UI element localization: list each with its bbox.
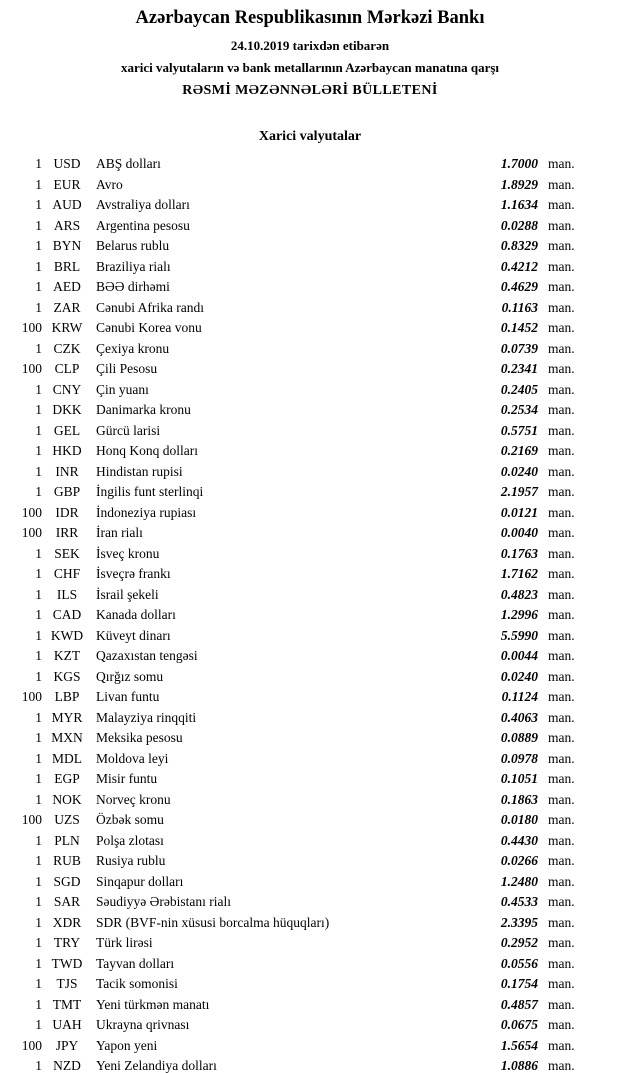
row-rate-value: 0.1452 — [500, 320, 538, 335]
row-currency-code: SEK — [54, 545, 80, 561]
table-row — [0, 236, 620, 257]
row-currency-name: Meksika pesosu — [96, 730, 183, 745]
effective-date: 24.10.2019 tarixdən etibarən — [230, 38, 390, 53]
row-quantity: 1 — [35, 750, 42, 766]
table-row — [0, 913, 620, 934]
table-row — [0, 257, 620, 278]
row-unit-label: man. — [548, 176, 575, 192]
row-quantity: 100 — [21, 689, 42, 704]
row-unit-label: man. — [548, 361, 575, 376]
row-unit-label: man. — [548, 668, 575, 684]
row-currency-name: İngilis funt sterlinqi — [96, 484, 204, 499]
row-unit-label: man. — [548, 340, 575, 356]
row-currency-code: NZD — [53, 1058, 81, 1073]
row-quantity: 1 — [35, 668, 42, 684]
subtitle: xarici valyutaların və bank metallarının Azərbaycan manatına qarşı — [120, 60, 500, 75]
row-currency-code: KZT — [53, 648, 81, 663]
row-rate-value: 0.0978 — [500, 750, 538, 766]
row-unit-label: man. — [548, 381, 575, 397]
row-quantity: 1 — [35, 156, 42, 171]
row-unit-label: man. — [548, 935, 575, 950]
row-unit-label: man. — [548, 791, 575, 807]
row-currency-code: CAD — [52, 607, 82, 622]
row-currency-name: Sinqapur dolları — [96, 873, 184, 889]
row-rate-value: 0.1754 — [500, 976, 538, 991]
row-currency-code: RUB — [53, 853, 81, 868]
row-rate-value: 0.4857 — [500, 996, 538, 1012]
row-currency-code: ILS — [56, 586, 78, 602]
row-rate-value: 0.4212 — [500, 258, 538, 274]
row-rate-value: 0.1163 — [501, 299, 538, 315]
row-currency-name: Cənubi Afrika randı — [96, 299, 204, 315]
row-rate-value: 0.0556 — [500, 955, 538, 971]
table-row — [0, 851, 620, 872]
row-currency-name: Yeni Zelandiya dolları — [96, 1058, 217, 1073]
row-unit-label: man. — [548, 689, 575, 704]
row-rate-value: 2.3395 — [500, 914, 538, 930]
row-currency-name: Qırğız somu — [96, 668, 164, 684]
row-rate-value: 0.1124 — [501, 689, 538, 704]
row-quantity: 1 — [35, 299, 42, 315]
table-row — [0, 933, 620, 954]
row-unit-label: man. — [548, 1037, 575, 1053]
section-title-foreign-currencies: Xarici valyutalar — [258, 129, 362, 144]
row-rate-value: 2.1957 — [500, 484, 538, 499]
row-currency-code: LBP — [54, 689, 80, 704]
row-currency-name: Kanada dolları — [96, 607, 176, 622]
row-rate-value: 0.2534 — [500, 402, 538, 417]
row-unit-label: man. — [548, 320, 575, 335]
table-row — [0, 359, 620, 380]
row-currency-name: BƏƏ dirhəmi — [96, 279, 170, 294]
row-currency-code: BRL — [53, 258, 81, 274]
row-rate-value: 0.0040 — [500, 525, 538, 540]
row-rate-value: 0.1763 — [500, 545, 538, 561]
table-row — [0, 523, 620, 544]
row-currency-code: CLP — [54, 361, 80, 376]
row-unit-label: man. — [548, 545, 575, 561]
row-unit-label: man. — [548, 853, 575, 868]
table-row — [0, 318, 620, 339]
table-row — [0, 790, 620, 811]
row-unit-label: man. — [548, 873, 575, 889]
row-quantity: 1 — [35, 1058, 42, 1073]
row-quantity: 1 — [35, 607, 42, 622]
row-rate-value: 0.1863 — [500, 791, 538, 807]
row-rate-value: 0.2952 — [500, 935, 538, 950]
row-unit-label: man. — [548, 955, 575, 971]
row-quantity: 1 — [35, 443, 42, 458]
row-quantity: 1 — [35, 894, 42, 909]
table-row — [0, 195, 620, 216]
table-row — [0, 585, 620, 606]
row-currency-name: Livan funtu — [96, 689, 160, 704]
table-row — [0, 954, 620, 975]
row-unit-label: man. — [548, 607, 575, 622]
row-currency-name: Səudiyyə Ərəbistanı rialı — [96, 894, 231, 909]
row-rate-value: 0.8329 — [500, 238, 538, 253]
row-quantity: 1 — [35, 976, 42, 991]
row-unit-label: man. — [548, 279, 575, 294]
row-quantity: 1 — [35, 340, 42, 356]
row-unit-label: man. — [548, 914, 575, 930]
row-rate-value: 0.0675 — [500, 1017, 538, 1032]
row-unit-label: man. — [548, 566, 575, 581]
row-unit-label: man. — [548, 832, 575, 848]
row-currency-code: TMT — [52, 996, 82, 1012]
row-quantity: 1 — [35, 566, 42, 581]
row-rate-value: 0.0121 — [500, 504, 538, 520]
row-currency-code: EUR — [53, 176, 81, 192]
row-currency-name: İsveç kronu — [96, 545, 160, 561]
row-quantity: 1 — [35, 996, 42, 1012]
row-currency-name: Honq Konq dolları — [96, 443, 198, 458]
row-currency-code: BYN — [52, 238, 82, 253]
row-quantity: 1 — [35, 771, 42, 786]
row-currency-code: NOK — [52, 791, 82, 807]
row-quantity: 1 — [35, 545, 42, 561]
row-quantity: 1 — [35, 484, 42, 499]
table-row — [0, 564, 620, 585]
table-row — [0, 400, 620, 421]
row-rate-value: 0.1051 — [500, 771, 538, 786]
table-row — [0, 482, 620, 503]
table-row — [0, 892, 620, 913]
row-unit-label: man. — [548, 484, 575, 499]
row-quantity: 1 — [35, 709, 42, 725]
row-currency-name: SDR (BVF-nin xüsusi borcalma hüquqları) — [96, 914, 330, 930]
row-currency-name: Yapon yeni — [96, 1037, 158, 1053]
row-currency-name: Avro — [96, 176, 123, 192]
row-currency-name: Qazaxıstan tengəsi — [96, 648, 198, 663]
row-quantity: 1 — [35, 730, 42, 745]
table-row — [0, 769, 620, 790]
row-currency-name: İran rialı — [96, 525, 143, 540]
table-row — [0, 728, 620, 749]
table-row — [0, 667, 620, 688]
table-row — [0, 1056, 620, 1073]
row-quantity: 100 — [21, 812, 42, 827]
row-currency-name: Çili Pesosu — [96, 361, 158, 376]
row-quantity: 1 — [35, 586, 42, 602]
page-title: Azərbaycan Respublikasının Mərkəzi Bankı — [135, 8, 485, 28]
row-rate-value: 0.4430 — [500, 832, 538, 848]
row-rate-value: 0.0044 — [500, 648, 538, 663]
row-currency-code: TRY — [53, 935, 81, 950]
row-unit-label: man. — [548, 1058, 575, 1073]
row-rate-value: 0.0266 — [500, 853, 538, 868]
rates-table — [0, 154, 620, 1073]
row-rate-value: 0.4063 — [500, 709, 538, 725]
row-currency-code: MDL — [52, 750, 82, 766]
table-row — [0, 1036, 620, 1057]
row-rate-value: 0.0180 — [500, 812, 538, 827]
row-rate-value: 0.2405 — [500, 381, 538, 397]
row-currency-name: Moldova leyi — [96, 750, 169, 766]
row-quantity: 100 — [21, 320, 42, 335]
row-unit-label: man. — [548, 750, 575, 766]
table-row — [0, 995, 620, 1016]
row-currency-code: GBP — [53, 484, 81, 499]
table-row — [0, 216, 620, 237]
row-quantity: 1 — [35, 463, 42, 479]
row-rate-value: 0.0739 — [500, 340, 538, 356]
table-row — [0, 872, 620, 893]
row-rate-value: 0.0240 — [500, 463, 538, 479]
row-currency-code: MXN — [51, 730, 83, 745]
row-quantity: 1 — [35, 955, 42, 971]
row-currency-code: AUD — [52, 197, 82, 212]
table-row — [0, 298, 620, 319]
row-unit-label: man. — [548, 648, 575, 663]
row-quantity: 1 — [35, 935, 42, 950]
row-currency-code: CHF — [53, 566, 81, 581]
row-currency-code: GEL — [53, 422, 81, 438]
table-row — [0, 441, 620, 462]
row-currency-name: Çexiya kronu — [96, 340, 170, 356]
row-currency-code: KWD — [50, 627, 84, 643]
row-rate-value: 1.8929 — [500, 176, 538, 192]
row-unit-label: man. — [548, 976, 575, 991]
row-unit-label: man. — [548, 812, 575, 827]
table-row — [0, 544, 620, 565]
row-unit-label: man. — [548, 771, 575, 786]
row-currency-name: İndoneziya rupiası — [96, 504, 197, 520]
table-row — [0, 687, 620, 708]
row-unit-label: man. — [548, 238, 575, 253]
row-unit-label: man. — [548, 422, 575, 438]
row-currency-name: Gürcü larisi — [96, 422, 161, 438]
table-row — [0, 462, 620, 483]
row-rate-value: 0.4823 — [500, 586, 538, 602]
table-row — [0, 974, 620, 995]
table-row — [0, 831, 620, 852]
row-currency-name: Çin yuanı — [96, 381, 149, 397]
row-currency-code: USD — [53, 156, 81, 171]
row-quantity: 1 — [35, 217, 42, 233]
row-currency-code: IRR — [55, 525, 79, 540]
row-currency-code: INR — [55, 463, 79, 479]
row-rate-value: 1.2480 — [500, 873, 538, 889]
row-currency-name: Hindistan rupisi — [96, 463, 183, 479]
row-quantity: 1 — [35, 422, 42, 438]
row-quantity: 1 — [35, 402, 42, 417]
row-rate-value: 1.7162 — [500, 566, 538, 581]
row-currency-code: UZS — [54, 812, 80, 827]
row-quantity: 1 — [35, 914, 42, 930]
row-currency-code: JPY — [55, 1037, 79, 1053]
row-currency-name: ABŞ dolları — [96, 156, 161, 171]
row-unit-label: man. — [548, 504, 575, 520]
row-currency-name: Misir funtu — [96, 771, 158, 786]
row-rate-value: 1.2996 — [500, 607, 538, 622]
row-quantity: 1 — [35, 648, 42, 663]
row-rate-value: 0.2169 — [500, 443, 538, 458]
row-currency-code: KRW — [51, 320, 83, 335]
row-unit-label: man. — [548, 709, 575, 725]
row-currency-code: MYR — [51, 709, 83, 725]
row-quantity: 100 — [21, 504, 42, 520]
row-currency-code: SAR — [53, 894, 81, 909]
row-currency-name: Ukrayna qrivnası — [96, 1017, 190, 1032]
row-currency-name: Polşa zlotası — [96, 832, 164, 848]
row-unit-label: man. — [548, 156, 575, 171]
row-currency-code: HKD — [52, 443, 82, 458]
row-currency-code: DKK — [52, 402, 82, 417]
row-quantity: 1 — [35, 1017, 42, 1032]
row-rate-value: 0.0288 — [500, 217, 538, 233]
table-row — [0, 605, 620, 626]
row-currency-code: CZK — [53, 340, 81, 356]
row-unit-label: man. — [548, 1017, 575, 1032]
row-rate-value: 0.0889 — [500, 730, 538, 745]
row-currency-name: Braziliya rialı — [96, 258, 171, 274]
table-row — [0, 154, 620, 175]
row-unit-label: man. — [548, 258, 575, 274]
row-rate-value: 1.1634 — [500, 197, 538, 212]
row-currency-name: İsveçrə frankı — [96, 566, 171, 581]
row-currency-name: Avstraliya dolları — [96, 197, 190, 212]
row-unit-label: man. — [548, 402, 575, 417]
row-quantity: 100 — [21, 1037, 42, 1053]
row-unit-label: man. — [548, 627, 575, 643]
row-currency-name: Tacik somonisi — [96, 976, 178, 991]
row-currency-code: SGD — [53, 873, 81, 889]
table-row — [0, 626, 620, 647]
row-currency-name: Yeni türkmən manatı — [96, 996, 210, 1012]
row-currency-code: IDR — [55, 504, 79, 520]
row-currency-name: Türk lirəsi — [96, 935, 153, 950]
table-row — [0, 708, 620, 729]
table-row — [0, 749, 620, 770]
row-currency-code: ARS — [53, 217, 81, 233]
row-unit-label: man. — [548, 443, 575, 458]
row-currency-code: TJS — [56, 976, 78, 991]
row-rate-value: 1.7000 — [500, 156, 538, 171]
row-quantity: 1 — [35, 853, 42, 868]
row-unit-label: man. — [548, 197, 575, 212]
row-currency-name: Norveç kronu — [96, 791, 171, 807]
row-quantity: 100 — [21, 361, 42, 376]
row-currency-name: Argentina pesosu — [96, 217, 190, 233]
row-currency-code: AED — [53, 279, 81, 294]
row-unit-label: man. — [548, 525, 575, 540]
row-rate-value: 5.5990 — [500, 627, 538, 643]
row-unit-label: man. — [548, 730, 575, 745]
row-currency-name: Malayziya rinqqiti — [96, 709, 197, 725]
row-quantity: 1 — [35, 279, 42, 294]
table-row — [0, 277, 620, 298]
row-rate-value: 0.0240 — [500, 668, 538, 684]
row-currency-code: KGS — [53, 668, 81, 684]
row-currency-code: XDR — [52, 914, 82, 930]
row-currency-code: PLN — [54, 832, 80, 848]
bulletin-title: RƏSMİ MƏZƏNNƏLƏRİ BÜLLETENİ — [182, 83, 438, 98]
row-currency-code: EGP — [54, 771, 80, 786]
row-quantity: 1 — [35, 381, 42, 397]
table-row — [0, 1015, 620, 1036]
table-row — [0, 810, 620, 831]
row-unit-label: man. — [548, 463, 575, 479]
row-currency-name: Danimarka kronu — [96, 402, 191, 417]
row-unit-label: man. — [548, 217, 575, 233]
row-unit-label: man. — [548, 996, 575, 1012]
row-quantity: 100 — [21, 525, 42, 540]
row-rate-value: 0.2341 — [500, 361, 538, 376]
row-unit-label: man. — [548, 299, 575, 315]
row-quantity: 1 — [35, 176, 42, 192]
row-rate-value: 1.5654 — [500, 1037, 538, 1053]
row-currency-code: TWD — [51, 955, 83, 971]
row-rate-value: 0.4533 — [500, 894, 538, 909]
row-currency-name: Küveyt dinarı — [96, 627, 171, 643]
row-quantity: 1 — [35, 832, 42, 848]
row-rate-value: 0.5751 — [500, 422, 538, 438]
row-currency-name: Tayvan dolları — [96, 955, 175, 971]
row-quantity: 1 — [35, 627, 42, 643]
row-unit-label: man. — [548, 586, 575, 602]
row-quantity: 1 — [35, 197, 42, 212]
row-currency-name: Rusiya rublu — [96, 853, 166, 868]
row-quantity: 1 — [35, 238, 42, 253]
table-row — [0, 503, 620, 524]
row-currency-name: Cənubi Korea vonu — [96, 320, 202, 335]
row-currency-name: Belarus rublu — [96, 238, 170, 253]
table-row — [0, 421, 620, 442]
row-currency-code: UAH — [52, 1017, 82, 1032]
table-row — [0, 646, 620, 667]
row-quantity: 1 — [35, 258, 42, 274]
row-quantity: 1 — [35, 791, 42, 807]
row-quantity: 1 — [35, 873, 42, 889]
row-currency-name: Özbək somu — [96, 812, 164, 827]
row-currency-name: İsrail şekeli — [96, 586, 159, 602]
row-unit-label: man. — [548, 894, 575, 909]
table-row — [0, 339, 620, 360]
table-row — [0, 175, 620, 196]
table-row — [0, 380, 620, 401]
row-rate-value: 1.0886 — [500, 1058, 538, 1073]
row-currency-code: CNY — [52, 381, 82, 397]
row-rate-value: 0.4629 — [500, 279, 538, 294]
row-currency-code: ZAR — [53, 299, 81, 315]
